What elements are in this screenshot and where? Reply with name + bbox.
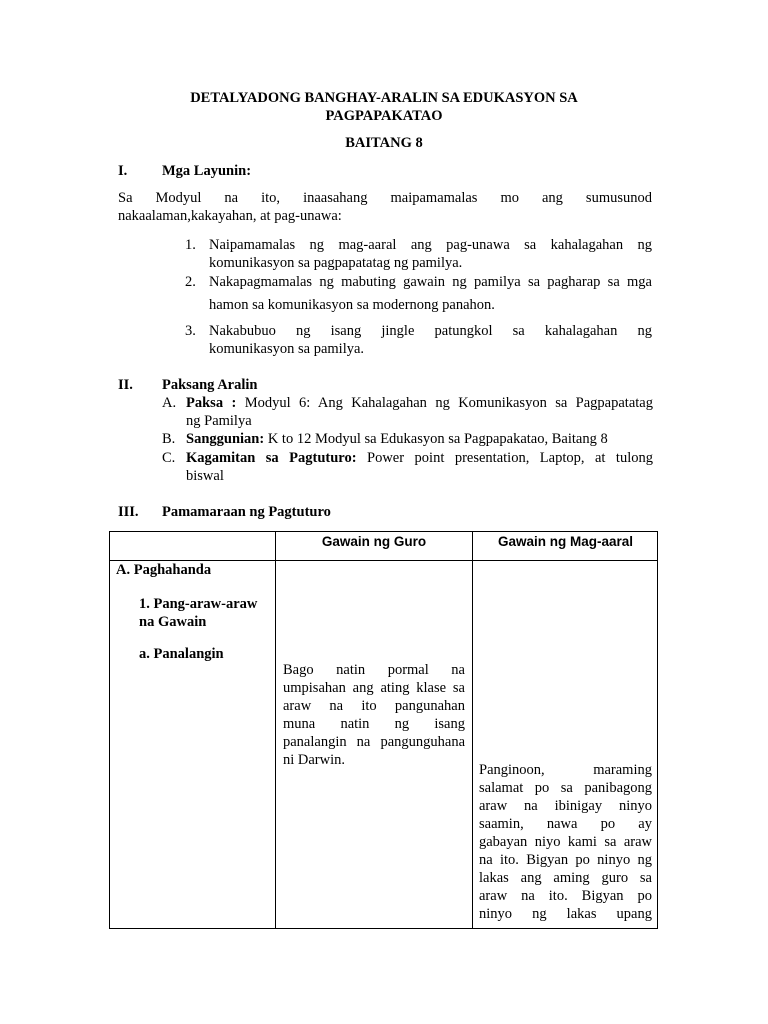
column-divider: [472, 532, 473, 928]
section-3-title: Pamamaraan ng Pagtuturo: [162, 504, 331, 520]
column-divider: [275, 532, 276, 928]
teacher-line: panalangin na pangunguhana: [283, 734, 465, 750]
objective-line-2: komunikasyon sa pamilya.: [209, 341, 365, 357]
teacher-line: muna natin ng isang: [283, 716, 465, 732]
item-label: Kagamitan sa Pagtuturo:: [186, 450, 357, 466]
item-line-2: ng Pamilya: [186, 413, 252, 429]
section-1-intro: [118, 189, 652, 225]
objective-number: 3.: [185, 323, 196, 339]
teacher-line: araw na ito pangunahan: [283, 698, 465, 714]
section-2-number: II.: [118, 377, 133, 393]
subheading-line-2: na Gawain: [139, 614, 207, 630]
objective-number: 1.: [185, 237, 196, 253]
stage-activity-prayer: a. Panalangin: [139, 646, 224, 662]
item-line-2: biswal: [186, 468, 224, 484]
title-line-1: DETALYADONG BANGHAY-ARALIN SA EDUKASYON SA: [190, 90, 578, 106]
document-title: [150, 89, 618, 125]
procedure-table: [109, 531, 658, 929]
grade-level: BAITANG 8: [345, 135, 423, 151]
section-1-title: Mga Layunin:: [162, 163, 252, 179]
item-label: Paksa :: [186, 395, 237, 411]
subheading-line-1: 1. Pang-araw-araw: [139, 596, 258, 612]
student-line: gabayan niyo kami sa araw: [479, 834, 652, 850]
stage-subheading: [139, 595, 271, 631]
intro-line-2: nakaalaman,kakayahan, at pag-unawa:: [118, 208, 342, 224]
header-teacher-activity: Gawain ng Guro: [321, 534, 427, 549]
item-line-1: K to 12 Modyul sa Edukasyon sa Pagpapakatao, Baitang 8: [264, 431, 608, 447]
teacher-line: Bago natin pormal na: [283, 662, 465, 678]
section-1-number: I.: [118, 163, 128, 179]
student-line: salamat po sa panibagong: [479, 780, 652, 796]
intro-line-1: Sa Modyul na ito, inaasahang maipamamalas mo ang sumusunod: [118, 190, 652, 206]
title-line-2: PAGPAPAKATAO: [325, 108, 443, 124]
header-student-activity: Gawain ng Mag-aaral: [497, 534, 634, 549]
header-cell-empty: [110, 532, 275, 561]
item-line-1: Power point presentation, Laptop, at tulong: [356, 450, 653, 466]
objective-line-1: Nakapagmamalas ng mabuting gawain ng pamilya sa pagharap sa mga: [209, 274, 652, 290]
objective-number: 2.: [185, 274, 196, 290]
objective-line-2: komunikasyon sa pagpapatatag ng pamilya.: [209, 255, 463, 271]
student-activity-text: [479, 761, 652, 923]
student-line: Panginoon, maraming: [479, 762, 652, 778]
objective-line-1: Nakabubuo ng isang jingle patungkol sa kahalagahan ng: [209, 323, 652, 339]
student-line: araw na ito. Bigyan po: [479, 888, 652, 904]
student-line: saamin, nawa po ay: [479, 816, 652, 832]
student-line: araw na ibinigay ninyo: [479, 798, 652, 814]
objective-line-1: Naipamamalas ng mag-aaral ang pag-unawa sa kahalagahan ng: [209, 237, 652, 253]
stage-heading: A. Paghahanda: [116, 562, 212, 578]
section-3-number: III.: [118, 504, 139, 520]
teacher-line: umpisahan ang ating klase sa: [283, 680, 465, 696]
student-line: na ito. Bigyan po ninyo ng: [479, 852, 652, 868]
teacher-activity-text: [283, 661, 465, 769]
student-line: ninyo ng lakas upang: [479, 906, 652, 922]
teacher-line: ni Darwin.: [283, 752, 346, 768]
item-letter: B.: [162, 431, 176, 447]
objective-line-2: hamon sa komunikasyon sa modernong panahon.: [209, 297, 495, 313]
item-letter: A.: [162, 395, 177, 411]
item-label: Sanggunian:: [186, 431, 265, 447]
item-letter: C.: [162, 450, 176, 466]
section-2-title: Paksang Aralin: [162, 377, 258, 393]
student-line: lakas ang aming guro sa: [479, 870, 652, 886]
item-line-1: Modyul 6: Ang Kahalagahan ng Komunikasyon sa Pagpapatatag: [236, 395, 653, 411]
